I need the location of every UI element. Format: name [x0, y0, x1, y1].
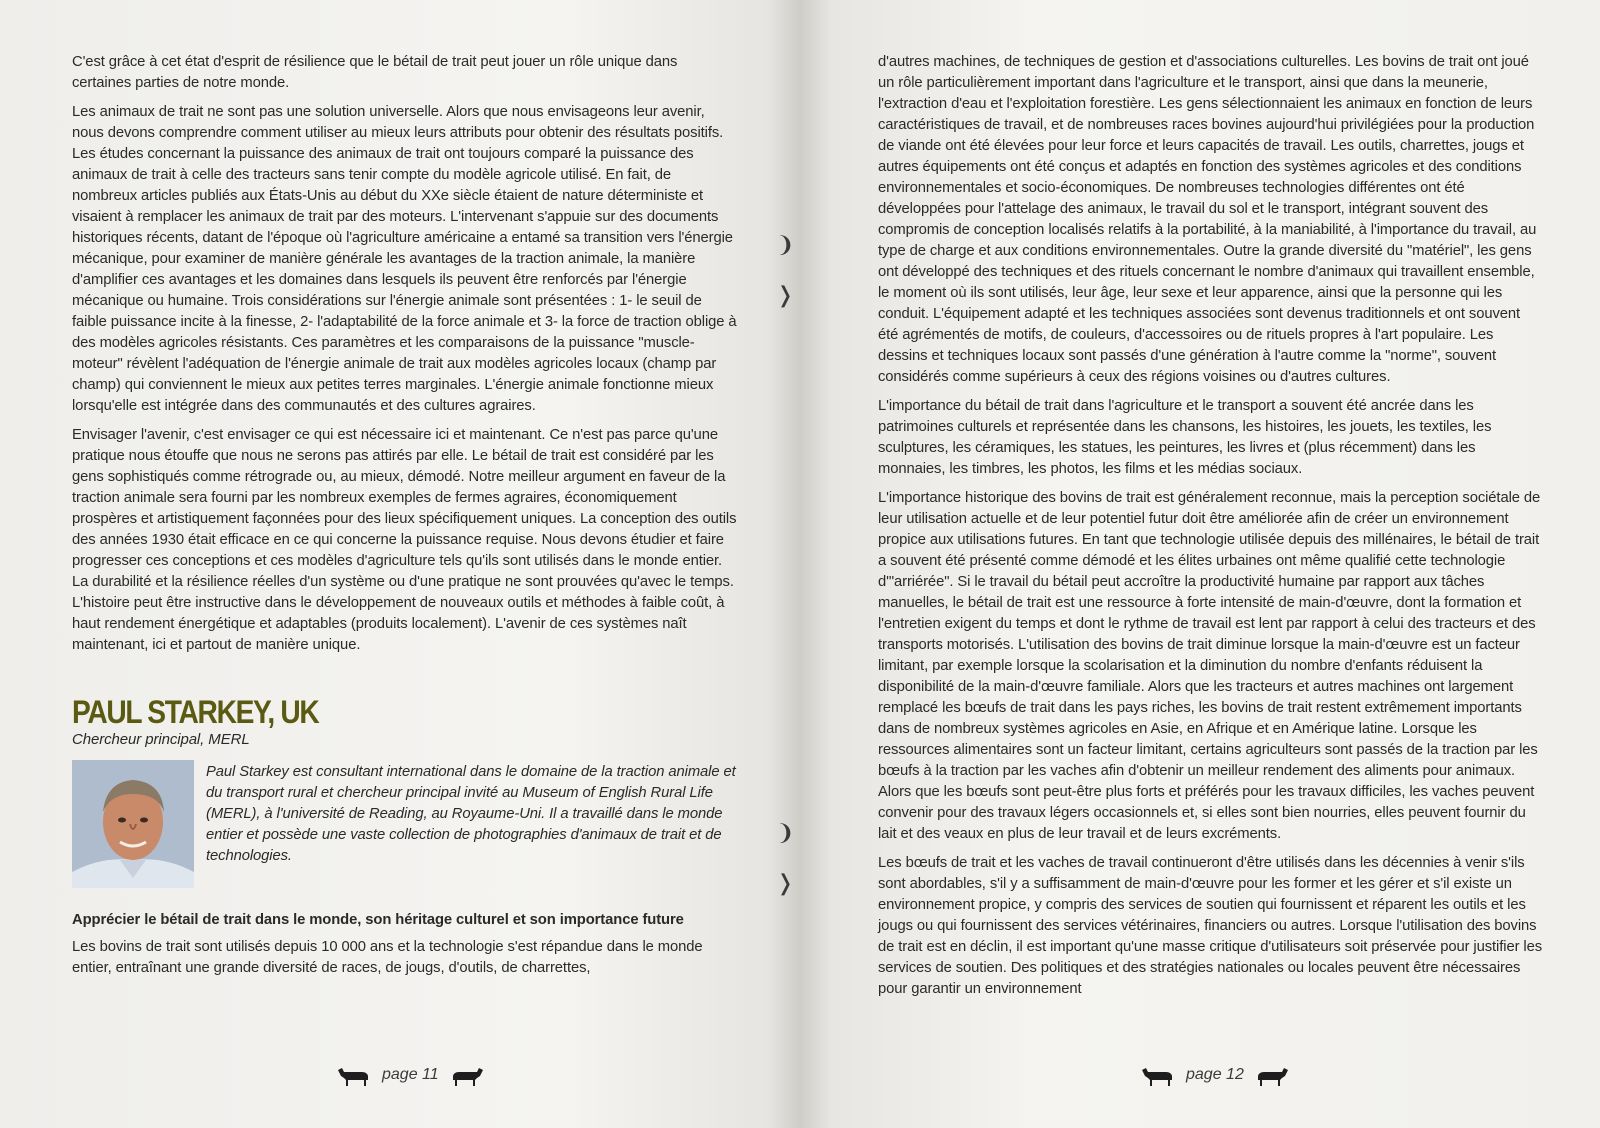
page-number: page 11	[382, 1066, 439, 1083]
ox-icon	[336, 1064, 370, 1086]
paragraph: d'autres machines, de techniques de gestion et d'associations culturelles. Les bovins de trait ont joué un rôle particulièrement important dans l'agriculture et le transport, ainsi que dans la meunerie, l'extraction d'eau et l'exploitation forestière. Les gens sélectionnaient les animaux en fonction de leurs caractéristiques de travail, et de nombreuses races bovines aujourd'hui privilégiées pour la production de viande ont été élevées pour leur force et leurs capacités de travail. Les outils, charrettes, jougs et autres équipements ont été conçus et adaptés en fonction des systèmes agricoles et des conditions environnementales et socio-économiques. De nombreuses technologies différentes ont été développées pour l'attelage des animaux, le travail du sol et le transport, intégrant souvent des compromis de conception localisés relatifs à la portabilité, à la maniabilité, à l'importance du travail, au type de charge et aux conditions environnementales. Outre la grande diversité du "matériel", les gens ont développé des techniques et des rituels concernant le nombre d'animaux qui travaillent ensemble, le moment où ils sont utilisés, leur âge, leur sexe et leur apparence, ainsi que la personne qui les conduit. L'équipement adapté et les techniques associées sont devenus traditionnels et ont souvent été agrémentés de motifs, de couleurs, d'accessoires ou de rituels propres à l'art populaire. Les dessins et techniques locaux sont passés d'une génération à l'autre comme la "norme", souvent considérés comme supérieurs à ceux des régions voisines ou d'autres cultures.	[878, 54, 1537, 385]
ox-icon	[1140, 1064, 1174, 1086]
author-name: PAUL STARKEY, UK	[72, 694, 319, 730]
staple-mark: ❩	[776, 232, 795, 257]
ox-icon	[1256, 1064, 1290, 1086]
paragraph: Envisager l'avenir, c'est envisager ce qui est nécessaire ici et maintenant. Ce n'est pas parce qu'une pratique nous étouffe que nous ne serons pas attirés par elle. Le bétail de trait est considéré par les gens sophistiqués comme rétrograde ou, au mieux, démodé. Notre meilleur argument en faveur de la traction animale sera fourni par les nombreux exemples de fermes agraires, économiquement prospères et artistiquement façonnées pour des lieux spécifiquement uniques. La conception des outils des années 1930 était efficace en ce qui concerne la puissance requise. Nous devons étudier et faire progresser ces conceptions et ces modèles d'agriculture tels qu'ils sont utilisés dans le monde entier. La durabilité et la résilience réelles d'un système ou d'une pratique ne sont prouvées qu'avec le temps. L'histoire peut être instructive dans le développement de nouveaux outils et méthodes à faible coût, à haut rendement énergétique et adaptables (produits localement). L'avenir de ces systèmes naît maintenant, ici et partout de manière unique.	[72, 427, 737, 653]
paragraph: Les animaux de trait ne sont pas une solution universelle. Alors que nous envisageons leur avenir, nous devons comprendre comment utiliser au mieux leurs attributs pour obtenir des résultats positifs. Les études concernant la puissance des animaux de trait ont toujours comparé la puissance des animaux de trait à celle des tracteurs sans tenir compte du modèle agricole utilisé. En fait, de nombreux articles publiés aux États-Unis au début du XXe siècle étaient de nature déterministe et visaient à remplacer les animaux de trait par des moteurs. L'intervenant s'appuie sur des documents historiques récents, datant de l'époque où l'agriculture américaine a entamé sa transition vers l'énergie mécanique, pour examiner de manière générale les avantages de la traction animale, la manière d'amplifier ces avantages et les domaines dans lesquels ils peuvent être renforcés par l'énergie mécanique ou humaine. Trois considérations sur l'énergie animale sont présentées : 1- le seuil de faible puissance incite à la finesse, 2- l'adaptabilité de la force animale et 3- la force de traction oblige à des modèles agricoles résistants. Ces paramètres et les comparaisons de la puissance "muscle-moteur" révèlent l'adéquation de l'énergie animale de trait aux modèles agricoles locaux (champ par champ) qui conviennent le mieux aux petites terres marginales. L'énergie animale fonctionne mieux lorsqu'elle est intégrée dans des communautés et des cultures agraires.	[72, 104, 737, 414]
paragraph: L'importance du bétail de trait dans l'agriculture et le transport a souvent été ancrée dans les patrimoines culturels et représentée dans les chansons, les histoires, les jouets, les textiles, les sculptures, les céramiques, les statues, les peintures, les livres et (plus récemment) dans les monnaies, les timbres, les photos, les films et les médias sociaux.	[878, 398, 1492, 477]
right-page	[800, 0, 1600, 1128]
right-text-column	[878, 52, 1543, 1008]
ox-icon	[451, 1064, 485, 1086]
talk-title: Apprécier le bétail de trait dans le monde, son héritage culturel et son importance future	[72, 912, 684, 928]
left-text-column	[72, 52, 737, 987]
paragraph: C'est grâce à cet état d'esprit de résilience que le bétail de trait peut jouer un rôle unique dans certaines parties de notre monde.	[72, 54, 678, 91]
staple-mark: ❭	[776, 282, 795, 307]
page-number: page 12	[1186, 1066, 1244, 1083]
staple-mark: ❭	[776, 870, 795, 895]
author-bio-text: Paul Starkey est consultant international dans le domaine de la traction animale et du transport rural et chercheur principal invité au Museum of English Rural Life (MERL), à l'université de Reading, au Royaume-Uni. Il a travaillé dans le monde entier et possède une vaste collection de photographies d'animaux de trait et de technologies.	[206, 764, 736, 864]
page-footer-right	[1140, 1064, 1290, 1086]
author-role: Chercheur principal, MERL	[72, 731, 250, 748]
talk-intro: Les bovins de trait sont utilisés depuis 10 000 ans et la technologie s'est répandue dans le monde entier, entraînant une grande diversité de races, de jougs, d'outils, de charrettes,	[72, 939, 703, 976]
paragraph: Les bœufs de trait et les vaches de travail continueront d'être utilisés dans les décennies à venir s'ils sont abordables, s'il y a suffisamment de main-d'œuvre pour les former et les gérer et s'il existe un environnement propice, y compris des services de soutien qui fournissent et réparent les outils et les jougs ou qui fournissent des services vétérinaires, financiers ou autres. Lorsque l'utilisation des bovins de trait est en déclin, il est important qu'une masse critique d'utilisateurs soit préservée pour justifier les services de soutien. Des politiques et des stratégies nationales ou locales peuvent être nécessaires pour garantir un environnement	[878, 855, 1543, 997]
page-footer-left	[336, 1064, 485, 1086]
paragraph: L'importance historique des bovins de trait est généralement reconnue, mais la perception sociétale de leur utilisation actuelle et de leur potentiel futur doit être améliorée afin de créer un environnement propice aux utilisations futures. En tant que technologie utilisée depuis des millénaires, le bétail de trait a souvent été présenté comme démodé et les élites urbaines ont même qualifié cette technologie d'"arriérée". Si le travail du bétail peut accroître la productivité humaine par rapport aux tâches manuelles, le bétail de trait est une ressource à forte intensité de main-d'œuvre, dont la formation et l'entretien exigent du temps et dont le rythme de travail est lent par rapport à celui des tracteurs et des transports motorisés. L'utilisation des bovins de trait diminue lorsque la main-d'œuvre est un facteur limitant, par exemple lorsque la scolarisation et la diminution du nombre d'enfants réduisent la disponibilité de la main-d'œuvre familiale. Alors que les tracteurs et autres machines ont largement remplacé les bœufs de trait dans les pays riches, les bovins de trait restent extrêmement importants dans de nombreux systèmes agricoles en Asie, en Afrique et en Amérique latine. Lorsque les ressources alimentaires sont un facteur limitant, certains agriculteurs sont passés de la traction par les bœufs à la traction par les vaches afin d'obtenir un meilleur rendement des aliments pour animaux. Alors que les bœufs sont peut-être plus forts et préférés pour les travaux difficiles, les vaches peuvent convenir pour des travaux légers occasionnels et, si elles sont bien nourries, elles peuvent fournir du lait et des veaux en plus de leur travail et de leurs excréments.	[878, 490, 1541, 842]
staple-mark: ❩	[776, 820, 795, 845]
author-portrait	[72, 760, 194, 888]
author-bio	[72, 760, 737, 888]
